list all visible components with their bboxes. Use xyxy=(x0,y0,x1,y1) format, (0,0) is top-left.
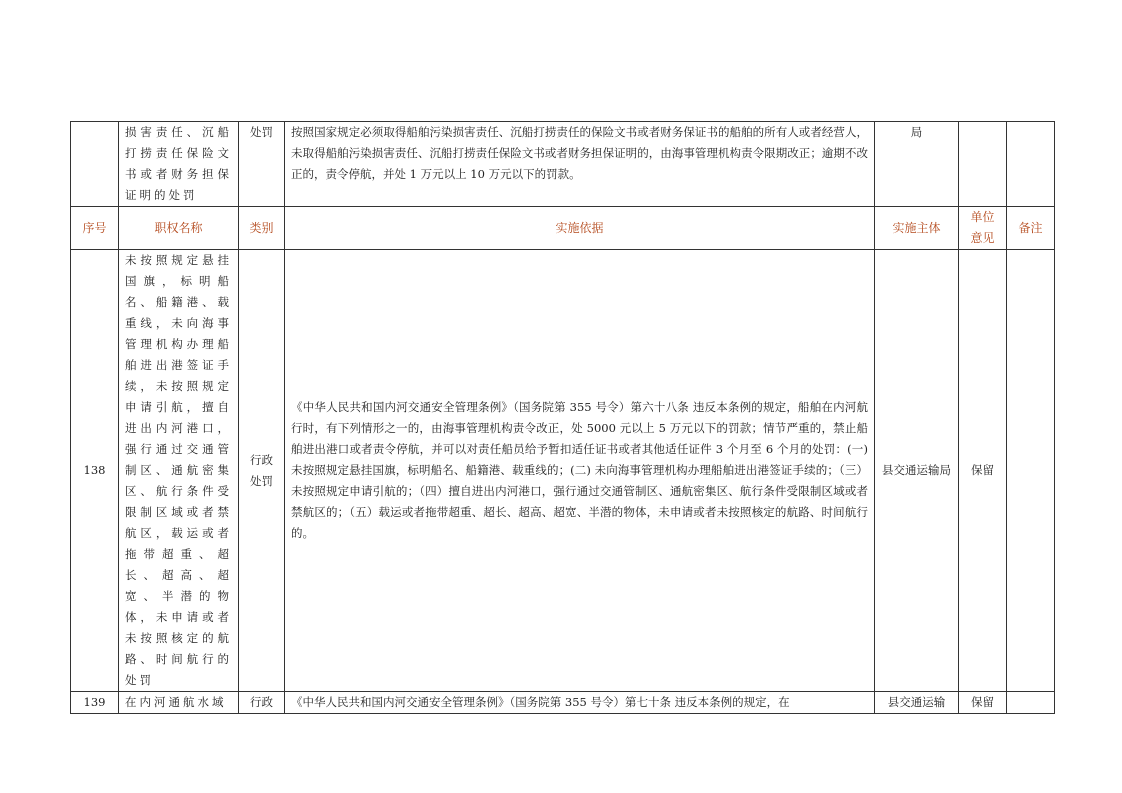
cell-seq: 138 xyxy=(71,250,119,692)
table-header-row xyxy=(71,207,1055,250)
cell-power-name: 未按照规定悬挂国旗，标明船名、船籍港、载重线，未向海事管理机构办理船舶进出港签证手续，未按照规定申请引航，擅自进出内河港口，强行通过交通管制区、通航密集区、航行条件受限制区域或者禁航区，载运或者拖带超重、超长、超高、超宽、半潜的物体，未申请或者未按照核定的航路、时间航行的处罚 xyxy=(119,250,239,692)
header-subject: 实施主体 xyxy=(875,207,959,250)
cell-power-name: 在内河通航水域 xyxy=(119,692,239,714)
header-legal-basis: 实施依据 xyxy=(285,207,875,250)
header-category: 类别 xyxy=(239,207,285,250)
cell-opinion: 保留 xyxy=(959,692,1007,714)
cell-legal-basis: 按照国家规定必须取得船舶污染损害责任、沉船打捞责任的保险文书或者财务保证书的船舶的所有人或者经营人，未取得船舶污染损害责任、沉船打捞责任保险文书或者财务担保证明的，由海事管理机构责令限期改正；逾期不改正的，责令停航，并处 1 万元以上 10 万元以下的罚款。 xyxy=(285,122,875,207)
cell-remark xyxy=(1007,122,1055,207)
cell-category: 处罚 xyxy=(239,122,285,207)
header-power-name: 职权名称 xyxy=(119,207,239,250)
table-row xyxy=(71,250,1055,692)
cell-power-name: 损害责任、沉船打捞责任保险文书或者财务担保证明的处罚 xyxy=(119,122,239,207)
cell-seq xyxy=(71,122,119,207)
cell-subject: 局 xyxy=(875,122,959,207)
table-row xyxy=(71,122,1055,207)
cell-remark xyxy=(1007,692,1055,714)
table-row xyxy=(71,692,1055,714)
enforcement-power-table xyxy=(70,121,1055,714)
cell-seq: 139 xyxy=(71,692,119,714)
cell-category: 行政 xyxy=(239,692,285,714)
cell-subject: 县交通运输 xyxy=(875,692,959,714)
cell-legal-basis: 《中华人民共和国内河交通安全管理条例》（国务院第 355 号令）第七十条 违反本条例的规定，在 xyxy=(285,692,875,714)
cell-subject: 县交通运输局 xyxy=(875,250,959,692)
header-remark: 备注 xyxy=(1007,207,1055,250)
cell-remark xyxy=(1007,250,1055,692)
cell-legal-basis: 《中华人民共和国内河交通安全管理条例》（国务院第 355 号令）第六十八条 违反本条例的规定，船舶在内河航行时，有下列情形之一的，由海事管理机构责令改正，处 5000 元以上 5 万元以下的罚款；情节严重的，禁止船舶进出港口或者责令停航，并可以对责任船员给予暂扣适任证书或者其他适任证件 3 个月至 6 个月的处罚：(一) 未按照规定悬挂国旗，标明船名、船籍港、载重线的；(二) 未向海事管理机构办理船舶进出港签证手续的；（三）未按照规定申请引航的；（四）擅自进出内河港口，强行通过交通管制区、通航密集区、航行条件受限制区域或者禁航区的；（五）载运或者拖带超重、超长、超高、超宽、半潜的物体，未申请或者未按照核定的航路、时间航行的。 xyxy=(285,250,875,692)
cell-opinion xyxy=(959,122,1007,207)
header-opinion: 单位意见 xyxy=(959,207,1007,250)
cell-category: 行政处罚 xyxy=(239,250,285,692)
header-seq: 序号 xyxy=(71,207,119,250)
cell-opinion: 保留 xyxy=(959,250,1007,692)
